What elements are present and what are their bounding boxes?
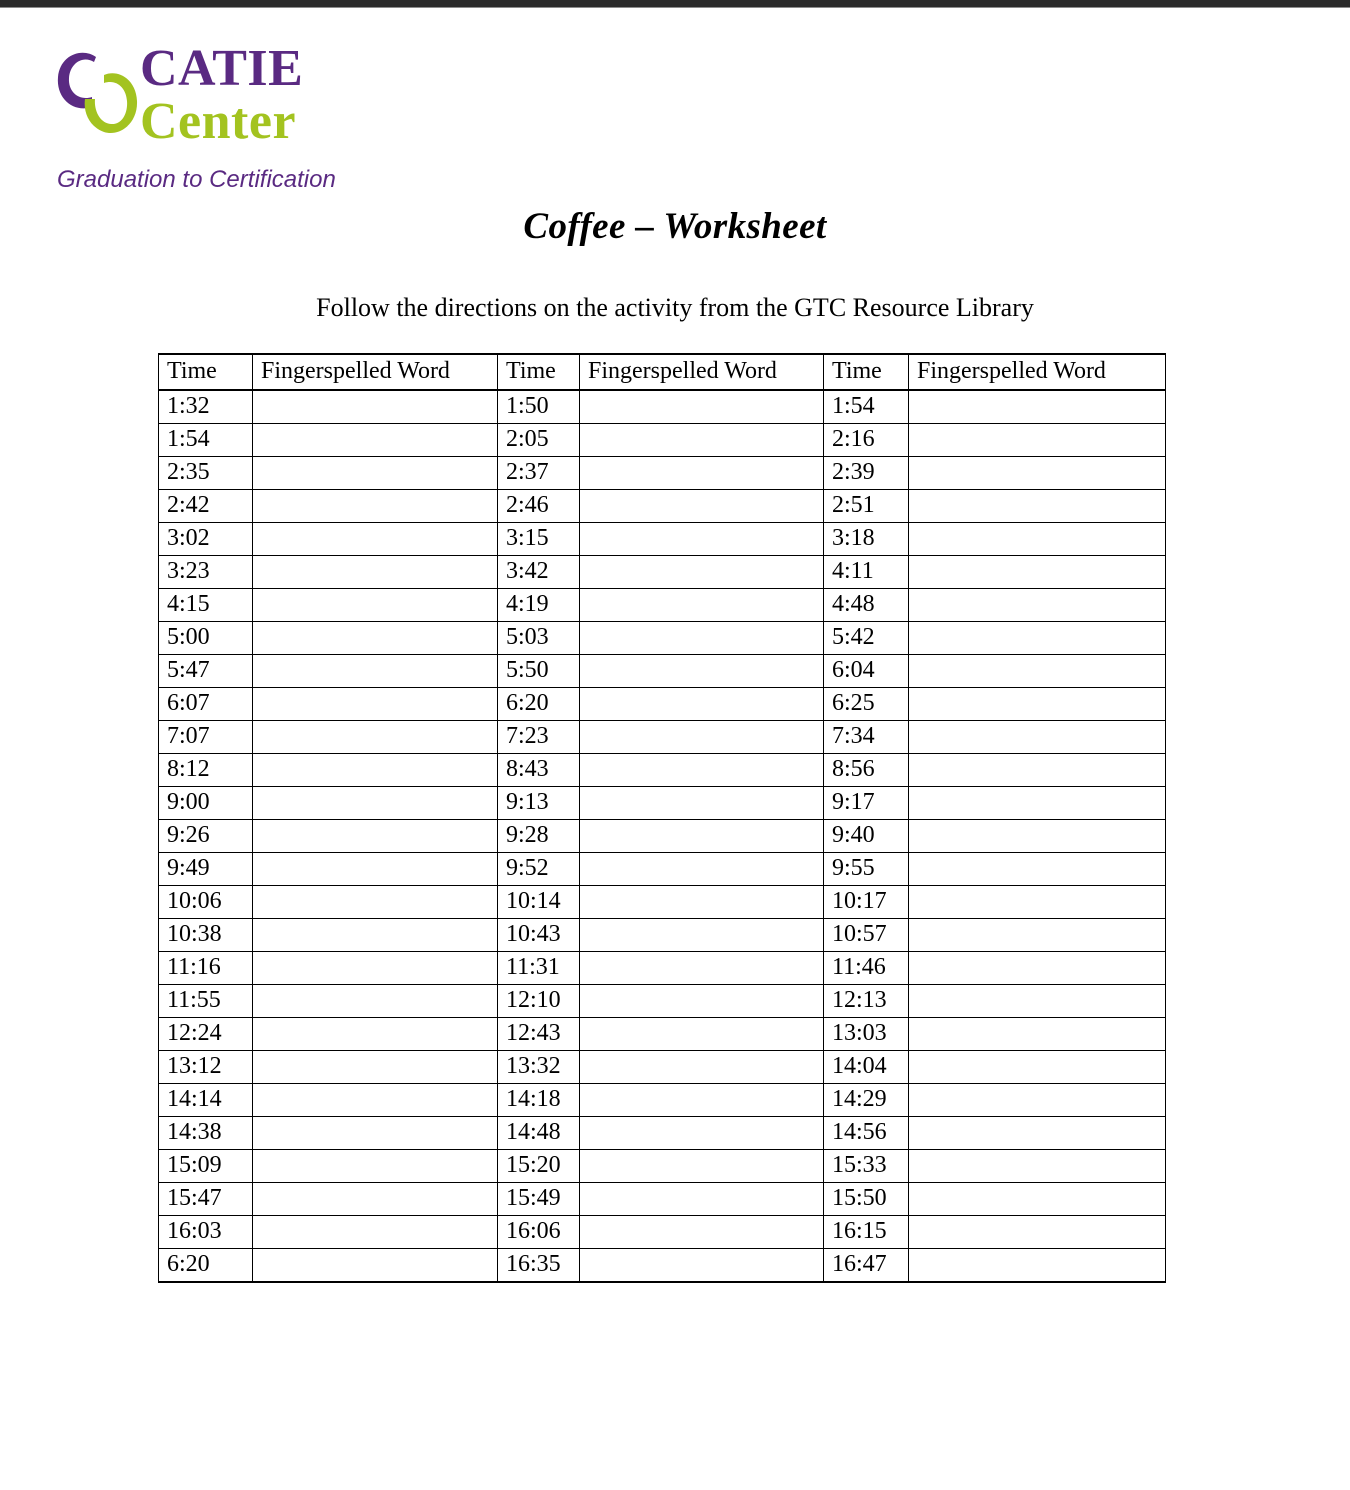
- cell-word-3[interactable]: [909, 721, 1166, 754]
- cell-word-1[interactable]: [253, 952, 498, 985]
- cell-time-2: 8:43: [498, 754, 580, 787]
- cell-time-2: 5:03: [498, 622, 580, 655]
- cell-time-3: 8:56: [824, 754, 909, 787]
- cell-word-1[interactable]: [253, 589, 498, 622]
- logo-text-center: Center: [140, 93, 297, 150]
- cell-word-1[interactable]: [253, 1216, 498, 1249]
- cell-word-1[interactable]: [253, 523, 498, 556]
- cell-word-3[interactable]: [909, 424, 1166, 457]
- cell-word-2[interactable]: [580, 886, 824, 919]
- cell-time-3: 2:16: [824, 424, 909, 457]
- cell-word-3[interactable]: [909, 820, 1166, 853]
- cell-word-2[interactable]: [580, 1018, 824, 1051]
- cell-time-3: 1:54: [824, 390, 909, 424]
- cell-time-2: 9:52: [498, 853, 580, 886]
- cell-word-1[interactable]: [253, 787, 498, 820]
- cell-word-1[interactable]: [253, 622, 498, 655]
- table-row: [159, 589, 1166, 622]
- cell-word-1[interactable]: [253, 1183, 498, 1216]
- cell-word-2[interactable]: [580, 985, 824, 1018]
- cell-word-3[interactable]: [909, 952, 1166, 985]
- cell-word-3[interactable]: [909, 1117, 1166, 1150]
- cell-time-2: 12:10: [498, 985, 580, 1018]
- cell-time-1: 7:07: [159, 721, 253, 754]
- table-row: [159, 820, 1166, 853]
- cell-time-2: 2:05: [498, 424, 580, 457]
- cell-word-1[interactable]: [253, 1117, 498, 1150]
- cell-word-2[interactable]: [580, 721, 824, 754]
- cell-time-3: 14:29: [824, 1084, 909, 1117]
- cell-word-2[interactable]: [580, 457, 824, 490]
- cell-word-2[interactable]: [580, 1150, 824, 1183]
- cell-time-1: 9:00: [159, 787, 253, 820]
- cell-time-2: 10:14: [498, 886, 580, 919]
- cell-word-3[interactable]: [909, 655, 1166, 688]
- cell-word-2[interactable]: [580, 820, 824, 853]
- column-header-time-3: Time: [824, 354, 909, 390]
- cell-time-3: 2:39: [824, 457, 909, 490]
- cell-word-2[interactable]: [580, 853, 824, 886]
- cell-word-3[interactable]: [909, 1150, 1166, 1183]
- cell-time-2: 13:32: [498, 1051, 580, 1084]
- column-header-word-3: Fingerspelled Word: [909, 354, 1166, 390]
- cell-time-1: 5:00: [159, 622, 253, 655]
- table-row: [159, 886, 1166, 919]
- cell-word-2[interactable]: [580, 1216, 824, 1249]
- cell-word-1[interactable]: [253, 1150, 498, 1183]
- cell-word-1[interactable]: [253, 688, 498, 721]
- cell-time-1: 9:49: [159, 853, 253, 886]
- cell-time-3: 5:42: [824, 622, 909, 655]
- cell-word-3[interactable]: [909, 754, 1166, 787]
- cell-time-3: 14:56: [824, 1117, 909, 1150]
- cell-time-1: 14:14: [159, 1084, 253, 1117]
- table-header-row: [159, 354, 1166, 390]
- catie-logo-mark-icon: [52, 47, 150, 139]
- cell-time-3: 6:25: [824, 688, 909, 721]
- cell-time-2: 16:35: [498, 1249, 580, 1283]
- table-row: [159, 1084, 1166, 1117]
- column-header-time-1: Time: [159, 354, 253, 390]
- table-row: [159, 754, 1166, 787]
- cell-word-1[interactable]: [253, 1051, 498, 1084]
- cell-time-3: 16:47: [824, 1249, 909, 1283]
- cell-time-3: 4:11: [824, 556, 909, 589]
- cell-word-3[interactable]: [909, 688, 1166, 721]
- cell-word-2[interactable]: [580, 1117, 824, 1150]
- cell-word-3[interactable]: [909, 787, 1166, 820]
- cell-word-1[interactable]: [253, 721, 498, 754]
- cell-time-2: 7:23: [498, 721, 580, 754]
- cell-word-2[interactable]: [580, 754, 824, 787]
- logo-text-catie: CATIE: [140, 40, 304, 97]
- catie-logo-wordmark: [140, 40, 400, 150]
- table-row: [159, 1117, 1166, 1150]
- cell-word-1[interactable]: [253, 390, 498, 424]
- cell-word-2[interactable]: [580, 622, 824, 655]
- cell-time-1: 3:02: [159, 523, 253, 556]
- cell-time-2: 11:31: [498, 952, 580, 985]
- cell-time-2: 14:18: [498, 1084, 580, 1117]
- cell-word-2[interactable]: [580, 589, 824, 622]
- cell-time-3: 15:50: [824, 1183, 909, 1216]
- cell-word-1[interactable]: [253, 655, 498, 688]
- table-row: [159, 1249, 1166, 1283]
- table-row: [159, 424, 1166, 457]
- cell-word-3[interactable]: [909, 1084, 1166, 1117]
- cell-word-1[interactable]: [253, 1018, 498, 1051]
- cell-time-3: 2:51: [824, 490, 909, 523]
- cell-time-2: 10:43: [498, 919, 580, 952]
- cell-time-3: 9:40: [824, 820, 909, 853]
- table-row: [159, 721, 1166, 754]
- cell-word-3[interactable]: [909, 886, 1166, 919]
- logo-tagline: Graduation to Certification: [57, 166, 336, 193]
- cell-word-1[interactable]: [253, 556, 498, 589]
- cell-time-2: 4:19: [498, 589, 580, 622]
- table-row: [159, 1183, 1166, 1216]
- cell-time-1: 6:20: [159, 1249, 253, 1283]
- cell-time-3: 16:15: [824, 1216, 909, 1249]
- cell-time-2: 6:20: [498, 688, 580, 721]
- cell-word-1[interactable]: [253, 853, 498, 886]
- cell-word-3[interactable]: [909, 589, 1166, 622]
- table-row: [159, 655, 1166, 688]
- cell-time-3: 7:34: [824, 721, 909, 754]
- cell-time-1: 10:06: [159, 886, 253, 919]
- table-row: [159, 853, 1166, 886]
- cell-time-2: 1:50: [498, 390, 580, 424]
- table-row: [159, 390, 1166, 424]
- cell-word-2[interactable]: [580, 1183, 824, 1216]
- table-row: [159, 919, 1166, 952]
- cell-time-1: 4:15: [159, 589, 253, 622]
- cell-time-1: 1:32: [159, 390, 253, 424]
- cell-time-1: 16:03: [159, 1216, 253, 1249]
- cell-time-1: 13:12: [159, 1051, 253, 1084]
- cell-time-1: 2:42: [159, 490, 253, 523]
- cell-time-3: 12:13: [824, 985, 909, 1018]
- cell-word-1[interactable]: [253, 820, 498, 853]
- worksheet-table-container: [158, 353, 1165, 1283]
- table-row: [159, 1216, 1166, 1249]
- cell-time-1: 8:12: [159, 754, 253, 787]
- cell-word-1[interactable]: [253, 457, 498, 490]
- cell-word-1[interactable]: [253, 1084, 498, 1117]
- cell-time-3: 13:03: [824, 1018, 909, 1051]
- cell-word-3[interactable]: [909, 523, 1166, 556]
- cell-word-2[interactable]: [580, 490, 824, 523]
- cell-word-1[interactable]: [253, 886, 498, 919]
- cell-time-3: 11:46: [824, 952, 909, 985]
- cell-word-2[interactable]: [580, 1249, 824, 1283]
- cell-time-1: 3:23: [159, 556, 253, 589]
- cell-time-3: 10:17: [824, 886, 909, 919]
- cell-word-3[interactable]: [909, 919, 1166, 952]
- cell-time-2: 16:06: [498, 1216, 580, 1249]
- cell-word-3[interactable]: [909, 390, 1166, 424]
- page-title: Coffee – Worksheet: [523, 206, 827, 247]
- catie-center-logo: [52, 40, 352, 203]
- cell-time-1: 15:47: [159, 1183, 253, 1216]
- cell-time-3: 3:18: [824, 523, 909, 556]
- cell-word-2[interactable]: [580, 919, 824, 952]
- table-row: [159, 457, 1166, 490]
- table-row: [159, 688, 1166, 721]
- cell-word-3[interactable]: [909, 1051, 1166, 1084]
- cell-time-2: 2:46: [498, 490, 580, 523]
- page-subtitle: Follow the directions on the activity from the GTC Resource Library: [316, 293, 1034, 322]
- column-header-word-1: Fingerspelled Word: [253, 354, 498, 390]
- cell-time-1: 2:35: [159, 457, 253, 490]
- window-top-bar: [0, 0, 1350, 8]
- cell-word-1[interactable]: [253, 424, 498, 457]
- cell-word-2[interactable]: [580, 787, 824, 820]
- cell-word-2[interactable]: [580, 523, 824, 556]
- table-row: [159, 1018, 1166, 1051]
- cell-word-3[interactable]: [909, 457, 1166, 490]
- cell-word-3[interactable]: [909, 985, 1166, 1018]
- table-row: [159, 490, 1166, 523]
- cell-time-1: 5:47: [159, 655, 253, 688]
- cell-word-3[interactable]: [909, 1216, 1166, 1249]
- table-row: [159, 1150, 1166, 1183]
- column-header-time-2: Time: [498, 354, 580, 390]
- cell-word-1[interactable]: [253, 985, 498, 1018]
- cell-time-3: 15:33: [824, 1150, 909, 1183]
- cell-time-3: 4:48: [824, 589, 909, 622]
- cell-word-3[interactable]: [909, 1183, 1166, 1216]
- cell-time-2: 2:37: [498, 457, 580, 490]
- cell-time-2: 5:50: [498, 655, 580, 688]
- cell-time-2: 9:28: [498, 820, 580, 853]
- cell-word-2[interactable]: [580, 556, 824, 589]
- cell-time-1: 1:54: [159, 424, 253, 457]
- table-row: [159, 787, 1166, 820]
- table-body: [159, 390, 1166, 1282]
- cell-time-2: 9:13: [498, 787, 580, 820]
- cell-time-2: 3:15: [498, 523, 580, 556]
- cell-time-3: 9:55: [824, 853, 909, 886]
- cell-time-1: 12:24: [159, 1018, 253, 1051]
- cell-time-2: 15:20: [498, 1150, 580, 1183]
- cell-time-3: 14:04: [824, 1051, 909, 1084]
- table-row: [159, 523, 1166, 556]
- cell-word-2[interactable]: [580, 655, 824, 688]
- cell-word-3[interactable]: [909, 556, 1166, 589]
- cell-word-1[interactable]: [253, 919, 498, 952]
- cell-word-1[interactable]: [253, 754, 498, 787]
- cell-time-1: 14:38: [159, 1117, 253, 1150]
- cell-word-2[interactable]: [580, 390, 824, 424]
- cell-word-2[interactable]: [580, 688, 824, 721]
- cell-time-1: 11:16: [159, 952, 253, 985]
- cell-time-2: 15:49: [498, 1183, 580, 1216]
- cell-time-1: 11:55: [159, 985, 253, 1018]
- cell-time-2: 14:48: [498, 1117, 580, 1150]
- table-row: [159, 622, 1166, 655]
- cell-time-1: 15:09: [159, 1150, 253, 1183]
- cell-time-2: 3:42: [498, 556, 580, 589]
- cell-word-1[interactable]: [253, 490, 498, 523]
- table-row: [159, 985, 1166, 1018]
- cell-word-3[interactable]: [909, 622, 1166, 655]
- cell-time-1: 6:07: [159, 688, 253, 721]
- cell-word-2[interactable]: [580, 1084, 824, 1117]
- cell-word-2[interactable]: [580, 1051, 824, 1084]
- table-row: [159, 952, 1166, 985]
- cell-time-3: 9:17: [824, 787, 909, 820]
- cell-word-2[interactable]: [580, 952, 824, 985]
- cell-time-3: 10:57: [824, 919, 909, 952]
- cell-word-3[interactable]: [909, 1249, 1166, 1283]
- table-row: [159, 556, 1166, 589]
- cell-word-3[interactable]: [909, 853, 1166, 886]
- cell-word-1[interactable]: [253, 1249, 498, 1283]
- cell-word-2[interactable]: [580, 424, 824, 457]
- column-header-word-2: Fingerspelled Word: [580, 354, 824, 390]
- worksheet-table: [158, 353, 1166, 1283]
- cell-time-1: 9:26: [159, 820, 253, 853]
- table-row: [159, 1051, 1166, 1084]
- cell-time-1: 10:38: [159, 919, 253, 952]
- cell-time-3: 6:04: [824, 655, 909, 688]
- cell-time-2: 12:43: [498, 1018, 580, 1051]
- cell-word-3[interactable]: [909, 1018, 1166, 1051]
- cell-word-3[interactable]: [909, 490, 1166, 523]
